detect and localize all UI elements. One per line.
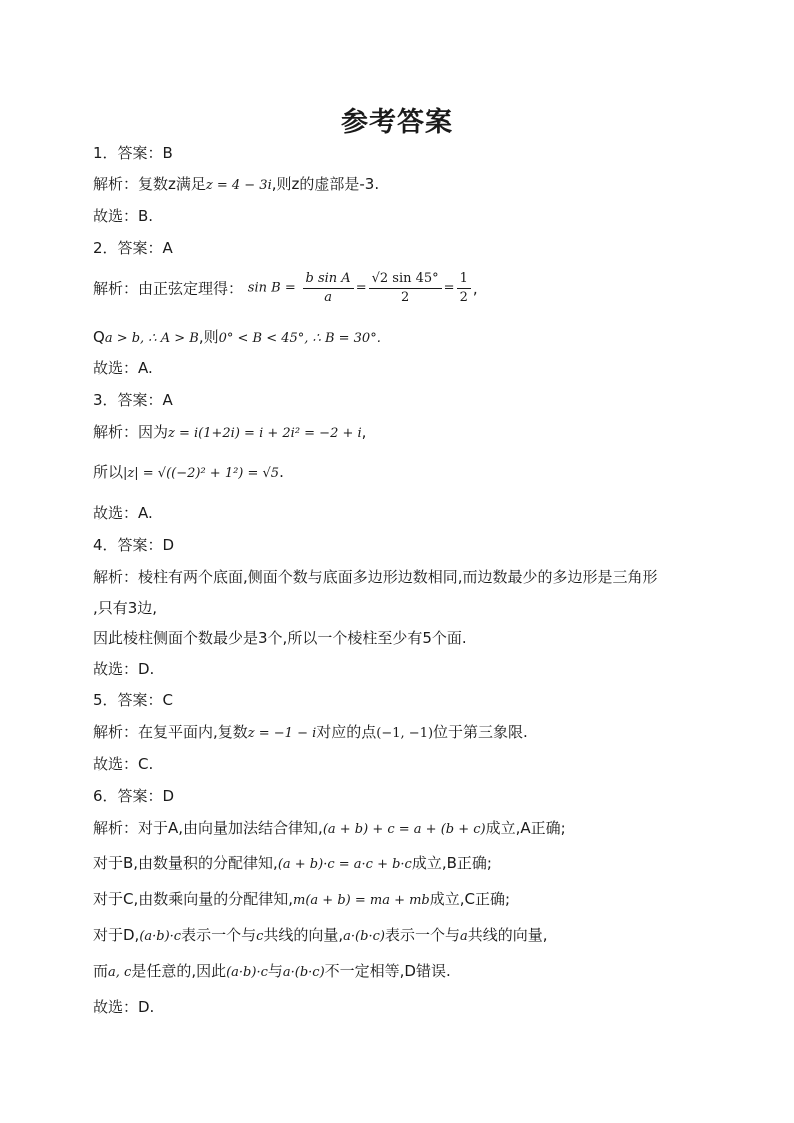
q6-c-end: 成立,C正确; [429, 890, 511, 908]
q2-choice: 故选：A. [93, 359, 153, 377]
q6-d-formula-1: (a·b)·c [139, 929, 182, 944]
q6-d-formula-2: c [256, 929, 264, 944]
q6-d-formula-4: a [459, 929, 468, 944]
q5-analysis [93, 722, 724, 744]
q6-e-text: 而 [93, 962, 109, 980]
q6-c-text: 对于C,由数乘向量的分配律知, [93, 890, 294, 908]
q6-b-end: 成立,B正确; [411, 854, 492, 872]
q2-analysis-text: 解析：由正弦定理得： [93, 279, 244, 298]
q6-b-text: 对于B,由数量积的分配律知, [93, 854, 278, 872]
q2-end: , [472, 279, 478, 298]
q2-frac3-den: 2 [459, 290, 468, 305]
q2-fraction-1 [303, 270, 354, 307]
q6-e-formula-1: a, c [108, 965, 132, 980]
q6-answer: 6．答案：D [93, 787, 175, 805]
q5-point: (−1, −1) [376, 726, 434, 741]
q1-formula: z = 4 − 3i [205, 178, 272, 193]
q1-answer: 1．答案：B [93, 144, 173, 162]
q2-reason-formula-2: 0° < B < 45°, ∴ B = 30°. [218, 331, 381, 346]
q4-choice: 故选：D. [93, 660, 155, 678]
q1-choice: 故选：B. [93, 207, 154, 225]
q4-analysis-3: 因此棱柱侧面个数最少是3个,所以一个棱柱至少有5个面. [93, 629, 467, 647]
q4-analysis-2: ,只有3边, [93, 599, 158, 617]
q6-e-text-2: 与 [267, 962, 283, 980]
q6-d-text: 对于D, [93, 926, 140, 944]
q2-fraction-2 [369, 270, 442, 307]
q5-analysis-end: 位于第三象限. [433, 723, 528, 741]
q5-analysis-text: 解析：在复平面内,复数 [93, 723, 248, 741]
q6-e-formula-2: (a·b)·c [226, 965, 268, 980]
q2-fraction-3 [457, 270, 471, 307]
q3-modulus-formula: |z| = √((−2)² + 1²) = √5 [123, 466, 280, 481]
q1-analysis-text: 解析：复数z满足 [93, 175, 206, 193]
q6-d-formula-3: a·(b·c) [343, 929, 385, 944]
q3-analysis-end: , [361, 423, 367, 441]
q2-frac2-den: 2 [400, 290, 410, 305]
q5-formula: z = −1 − i [247, 726, 317, 741]
q6-d-text-4: 共线的向量, [467, 926, 548, 944]
q6-e-formula-3: a·(b·c) [282, 965, 325, 980]
q2-answer: 2．答案：A [93, 239, 173, 257]
page-title: 参考答案 [341, 107, 453, 138]
q4-analysis-1: 解析：棱柱有两个底面,侧面个数与底面多边形边数相同,而边数最少的多边形是三角形 [93, 568, 658, 586]
q6-analysis-b [93, 853, 724, 875]
q5-analysis-mid: 对应的点 [316, 723, 377, 741]
q2-analysis: 解析：由正弦定理得： sin B = $\frac{\text{b sin A}}{a}$ = $\frac{√2 \sin 45^\circ}{2}$ = $\frac{1}{2}$ , [93, 271, 478, 305]
q2-frac1-den: a [324, 290, 332, 305]
q6-e-text-1: 是任意的,因此 [131, 962, 227, 980]
q6-choice: 故选：D. [93, 998, 155, 1016]
q3-choice: 故选：A. [93, 504, 153, 522]
q3-answer: 3．答案：A [93, 391, 173, 409]
q3-analysis-text: 解析：因为 [93, 423, 169, 441]
q6-analysis-a [93, 818, 724, 840]
q6-a-formula: (a + b) + c = a + (b + c) [322, 822, 486, 837]
q4-answer: 4．答案：D [93, 536, 175, 554]
q5-choice: 故选：C. [93, 755, 154, 773]
q6-analysis-c [93, 889, 724, 911]
q2-reason-symbol: Q [93, 328, 105, 346]
q6-analysis-d [93, 925, 724, 947]
q1-analysis-end: ,则z的虚部是-3. [271, 175, 380, 193]
q6-a-text: 解析：对于A,由向量加法结合律知, [93, 819, 323, 837]
q3-analysis [93, 422, 724, 444]
q6-c-formula: m(a + b) = ma + mb [293, 893, 430, 908]
q2-reason-mid: ,则 [198, 328, 219, 346]
q2-frac2-num: √2 sin 45° [369, 270, 442, 289]
q6-a-end: 成立,A正确; [485, 819, 566, 837]
q6-d-text-1: 表示一个与 [181, 926, 257, 944]
q3-modulus [93, 462, 724, 484]
q2-reason-formula-1: a > b, ∴ A > B [104, 331, 199, 346]
q3-modulus-end: . [279, 463, 284, 481]
q1-analysis [93, 174, 724, 196]
q3-modulus-text: 所以 [93, 463, 124, 481]
q6-b-formula: (a + b)·c = a·c + b·c [277, 857, 412, 872]
q6-e-text-3: 不一定相等,D错误. [324, 962, 451, 980]
q2-frac3-num: 1 [457, 270, 471, 289]
q2-reason [93, 327, 724, 349]
q2-lhs: sin B = [247, 280, 296, 296]
q6-d-text-3: 表示一个与 [384, 926, 460, 944]
q2-frac1-num: b sin A [303, 270, 354, 289]
q6-d-text-2: 共线的向量, [263, 926, 344, 944]
q6-analysis-e [93, 961, 724, 983]
q3-formula: z = i(1+2i) = i + 2i² = −2 + i [168, 426, 362, 441]
q5-answer: 5．答案：C [93, 691, 174, 709]
